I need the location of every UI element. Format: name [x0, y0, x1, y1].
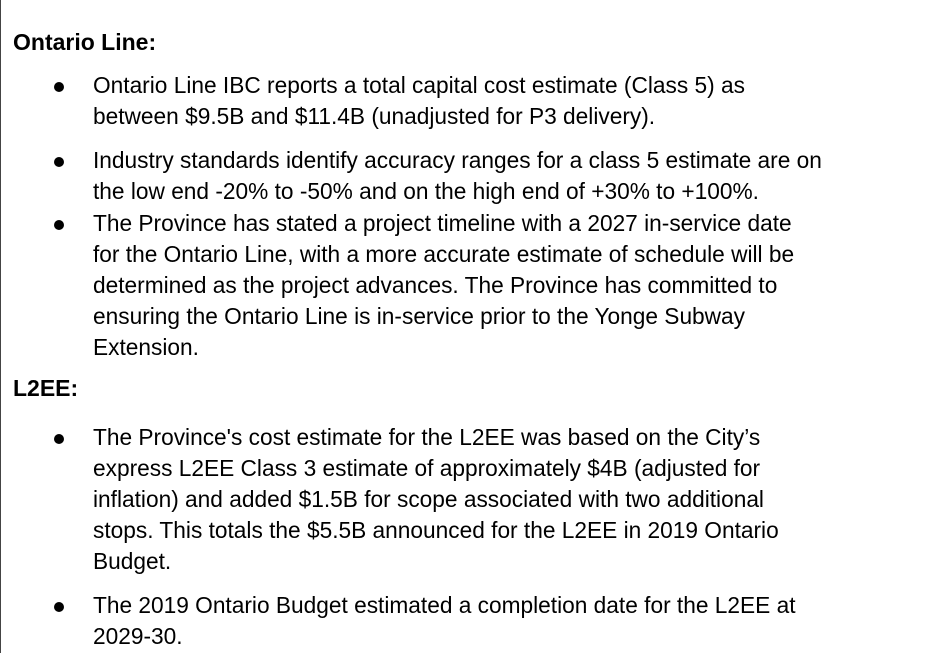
bullet-text	[93, 590, 943, 652]
text-line: Industry standards identify accuracy ranges for a class 5 estimate are on	[93, 147, 822, 173]
section-title-l2ee: L2EE:	[13, 375, 79, 401]
text-line: between $9.5B and $11.4B (unadjusted for P3 delivery).	[93, 103, 656, 129]
text-line: determined as the project advances. The Province has committed to	[93, 272, 778, 298]
bullet-text	[93, 208, 943, 363]
bullet-text	[93, 145, 943, 207]
bullet-icon	[54, 82, 64, 92]
bullet-icon	[54, 220, 64, 230]
bullet-text	[93, 422, 943, 577]
section-title-ontario-line: Ontario Line:	[13, 29, 157, 55]
text-line: stops. This totals the $5.5B announced for the L2EE in 2019 Ontario	[93, 517, 779, 543]
bullet-icon	[54, 157, 64, 167]
text-line: The Province's cost estimate for the L2EE was based on the City’s	[93, 424, 761, 450]
text-line: for the Ontario Line, with a more accurate estimate of schedule will be	[93, 241, 795, 267]
text-line: ensuring the Ontario Line is in-service prior to the Yonge Subway	[93, 303, 746, 329]
text-line: Budget.	[93, 548, 172, 574]
bullet-icon	[54, 602, 64, 612]
text-line: inflation) and added $1.5B for scope associated with two additional	[93, 486, 764, 512]
text-line: Extension.	[93, 334, 199, 360]
bullet-icon	[54, 434, 64, 444]
text-line: express L2EE Class 3 estimate of approximately $4B (adjusted for	[93, 455, 761, 481]
text-line: 2029-30.	[93, 623, 183, 649]
text-line: the low end -20% to -50% and on the high end of +30% to +100%.	[93, 178, 759, 204]
text-line: The 2019 Ontario Budget estimated a completion date for the L2EE at	[93, 592, 796, 618]
text-line: Ontario Line IBC reports a total capital cost estimate (Class 5) as	[93, 72, 745, 98]
bullet-text	[93, 70, 943, 132]
text-line: The Province has stated a project timeline with a 2027 in-service date	[93, 210, 792, 236]
